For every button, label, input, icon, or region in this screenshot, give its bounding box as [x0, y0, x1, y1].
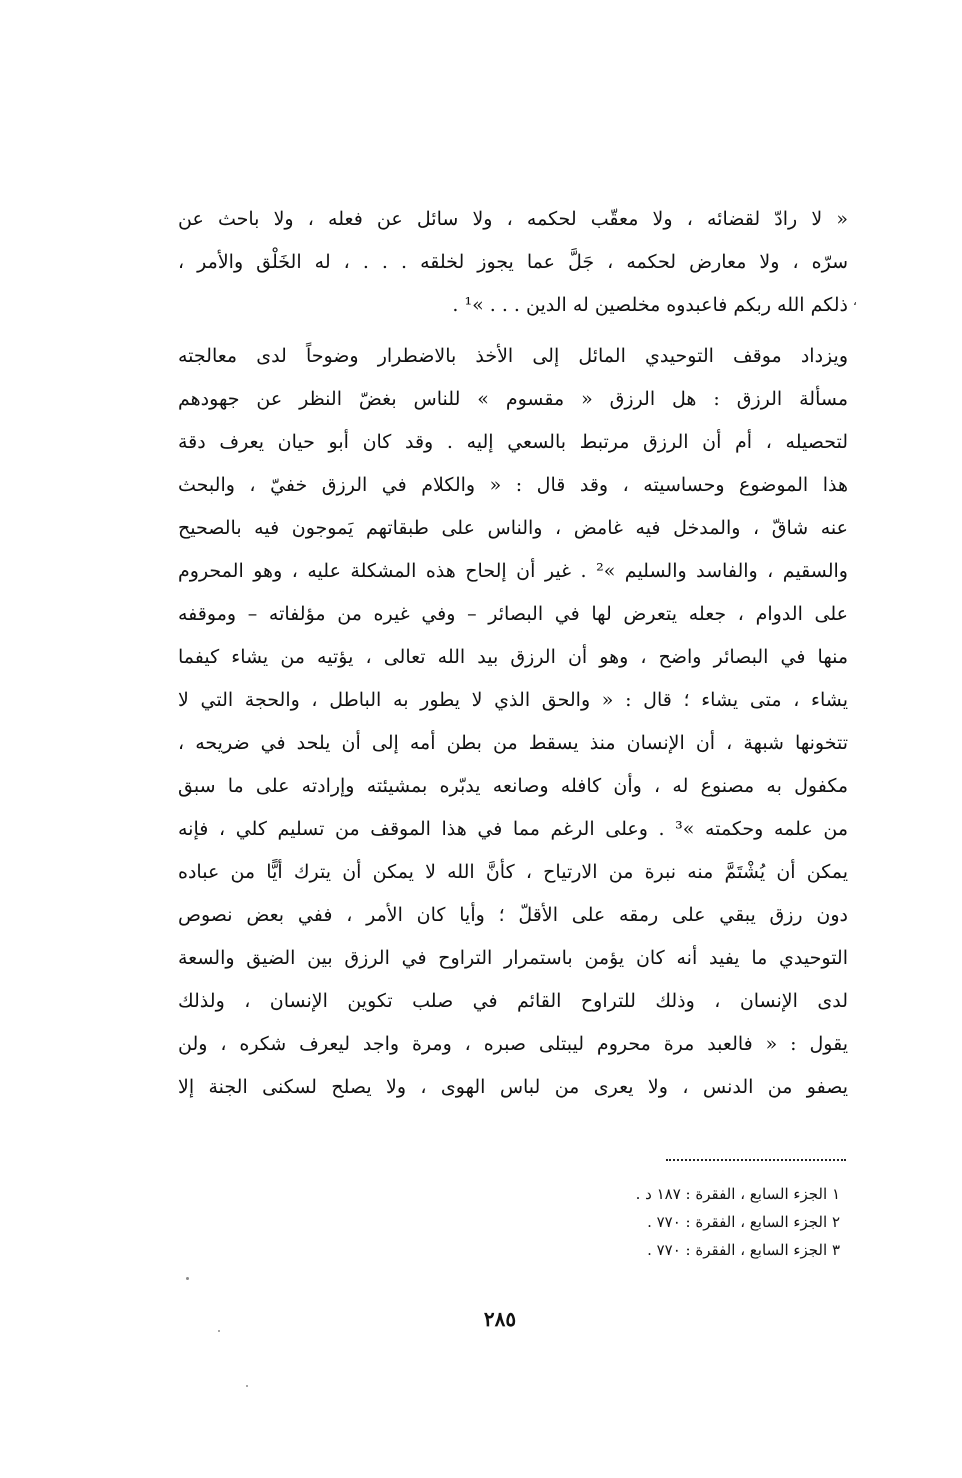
text-line-12: يشاء ، متى يشاء ؛ قال : « والحق الذي لا يطور به الباطل ، والحجة التي لا: [178, 689, 848, 711]
text-line-7: هذا الموضوع وحساسيته ، وقد قال : « والكلام في الرزق خفيّ ، والبحث: [178, 474, 848, 496]
text-line-21: يصفو من الدنس ، ولا يعرى من لباس الهوى ، ولا يصلح لسكنى الجنة إلا: [178, 1076, 848, 1098]
text-line-18: التوحيدي ما يفيد أنه كان يؤمن باستمرار التراوح في الرزق بين الضيق والسعة: [178, 947, 848, 969]
text-line-17: دون رزق يبقي على رمقه على الأقلّ ؛ وأيا كان الأمر ، ففي بعض نصوص: [178, 904, 848, 926]
text-line-4: ويزداد موقف التوحيدي المائل إلى الأخذ بالاضطرار وضوحاً لدى معالجته: [178, 345, 848, 367]
footnote-3: ٣ الجزء السابع ، الفقرة : ٧٧٠ .: [647, 1241, 840, 1259]
body-text: [178, 198, 848, 1109]
text-line-16: يمكن أن يُشْتَمَّ منه نبرة من الارتياح ، كأنَّ الله لا يمكن أن يترك أيًّا من عباده: [178, 861, 848, 883]
footnote-2: ٢ الجزء السابع ، الفقرة : ٧٧٠ .: [647, 1213, 840, 1231]
text-line-13: تتخونها شبهة ، أن الإنسان منذ يسقط من بطن أمه إلى أن يلحد في ضريحه ،: [178, 732, 848, 754]
text-line-15: من علمه وحكمته »³ . وعلى الرغم مما في هذا الموقف من تسليم كلي ، فإنه: [178, 818, 848, 840]
page-number: ٢٨٥: [483, 1307, 517, 1331]
footnote-1: ١ الجزء السابع ، الفقرة : ١٨٧ د .: [635, 1185, 840, 1203]
scan-speck: [186, 1277, 189, 1280]
margin-mark: ،: [853, 294, 857, 308]
text-line-10: على الدوام ، جعله يتعرض لها في البصائر – وفي غيره من مؤلفاته – وموقفه: [178, 603, 848, 625]
text-line-20: يقول : « فالعبد مرة محروم ليبتلى صبره ، ومرة واجد ليعرف شكره ، ولن: [178, 1033, 848, 1055]
scan-speck: [218, 1330, 220, 1332]
text-line-5: مسألة الرزق : هل الرزق « مقسوم » للناس بغضّ النظر عن جهودهم: [178, 388, 848, 410]
text-line-3: ذلكم الله ربكم فاعبدوه مخلصين له الدين . . . »¹ .: [452, 294, 848, 316]
scan-speck: [246, 1385, 248, 1387]
text-line-11: منها في البصائر واضح ، وهو أن الرزق بيد الله تعالى ، يؤتيه من يشاء كيفما: [178, 646, 848, 668]
footnotes: [636, 1180, 840, 1264]
text-line-14: مكفول به مصنوع له ، وأن كافله وصانعه يدبّره بمشيئته وإرادته على ما سبق: [178, 775, 848, 797]
text-line-2: سرّه ، ولا معارض لحكمه ، جَلَّ عما يجوز لخلقه . . . ، له الخَلْق والأمر ،: [178, 251, 848, 273]
text-line-6: لتحصيله ، أم أن الرزق مرتبط بالسعي إليه . وقد كان أبو حيان يعرف دقة: [178, 431, 848, 453]
text-line-9: والسقيم ، والفاسد والسليم »² . غير أن إلحاح هذه المشكلة عليه ، وهو المحروم: [178, 560, 848, 582]
text-line-19: لدى الإنسان ، وذلك للتراوح القائم في صلب تكوين الإنسان ، ولذلك: [178, 990, 848, 1012]
text-line-1: « لا رادّ لقضائه ، ولا معقّب لحكمه ، ولا سائل عن فعله ، ولا باحث عن: [178, 208, 848, 230]
footnote-separator: [666, 1159, 846, 1161]
text-line-8: عنه شاقّ ، والمدخل فيه غامض ، والناس على طبقاتهم يَموجون فيه بالصحيح: [178, 517, 848, 539]
